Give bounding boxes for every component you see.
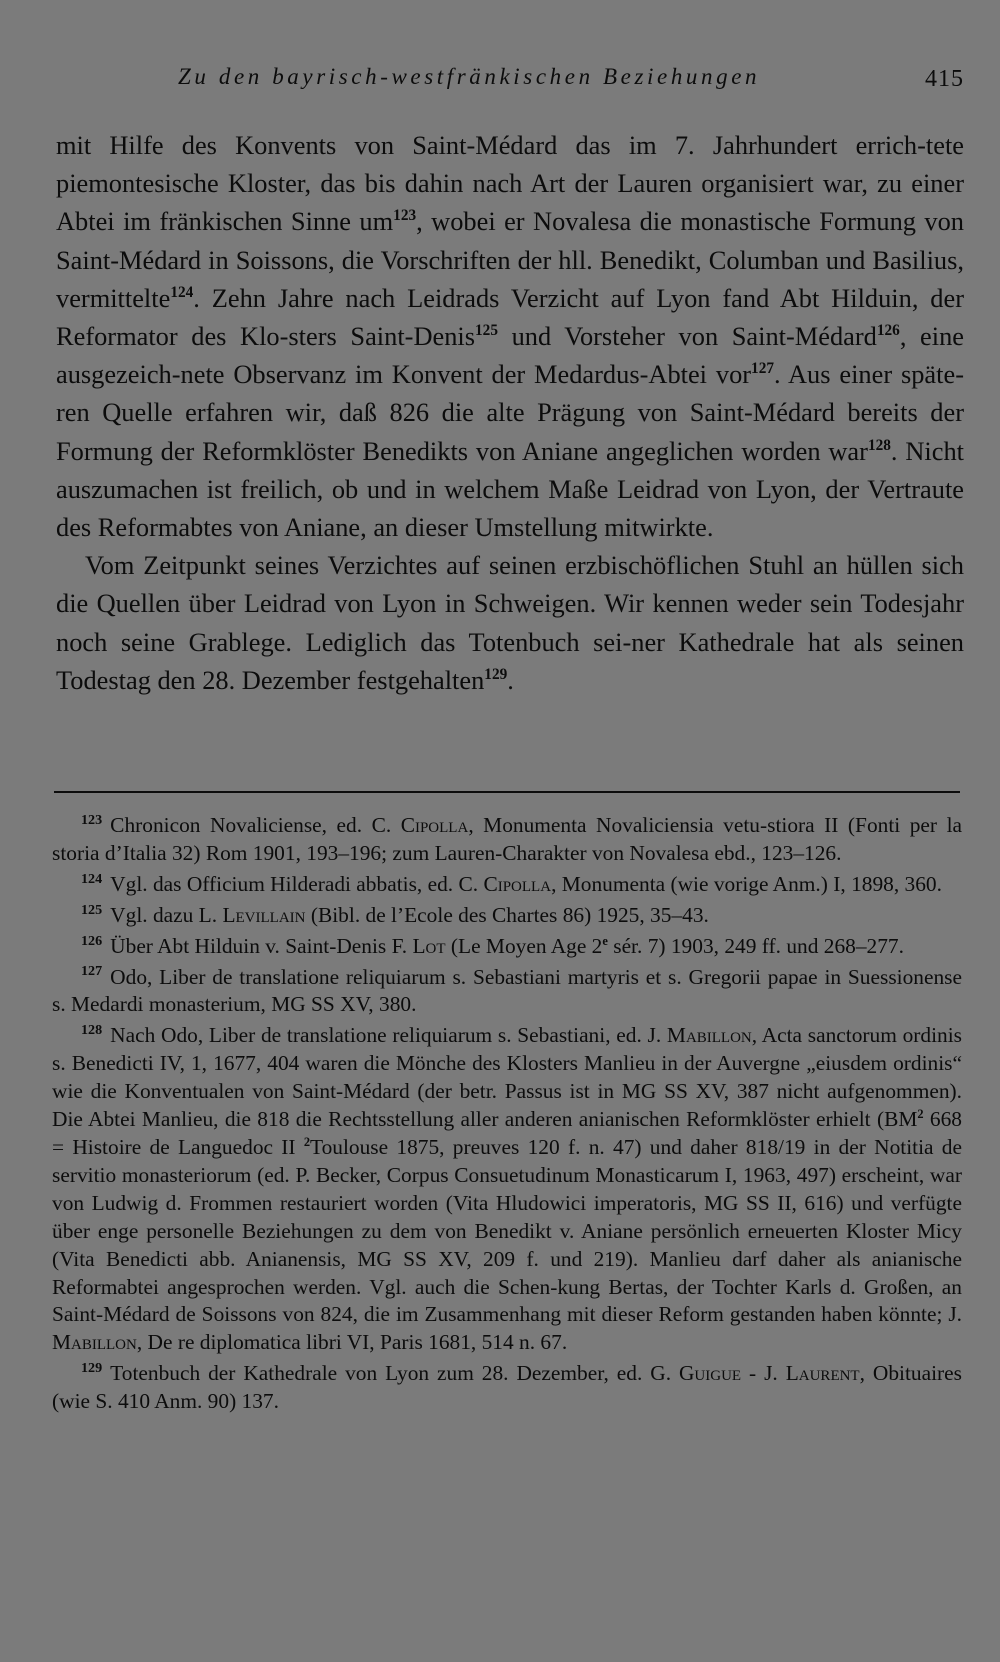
text-span: , Acta sanctorum ordinis s. Benedicti IV, 1, 1677, 404 waren die Mönche des Klosters Manlieu in der Auvergne „eiusdem ordinis“ wie die Konventualen von Saint-Médard (der betr. Passus ist in MG SS XV, 387 nicht aufgenommen). Die Abtei Manlieu, die 818 die Rechtsstellung aller anderen anianischen Reformklöster erhielt (BM bbox=[52, 1023, 962, 1132]
footnote-125 bbox=[52, 902, 962, 930]
page-number: 415 bbox=[925, 66, 964, 92]
text-span: Odo, Liber de translatione reliquiarum s. Sebastiani martyris et s. Gregorii papae in Suessionense s. Medardi monasterium, MG SS XV, 380. bbox=[52, 964, 962, 1017]
text-span: sér. 7) 1903, 249 ff. und 268–277. bbox=[607, 933, 904, 958]
text-span: . bbox=[507, 664, 514, 695]
text-span: Totenbuch der Kathedrale von Lyon zum 28. Dezember, ed. G. bbox=[110, 1361, 679, 1386]
paragraph-2 bbox=[56, 546, 964, 699]
text-span: (Le Moyen Age 2 bbox=[445, 933, 603, 958]
footnote-number: 125 bbox=[81, 901, 103, 918]
text-span: , wobei er Novalesa die monastische Formung von Saint-Médard in Soissons, die Vorschriften der hll. Benedikt, Columban und Basilius, vermittelte bbox=[56, 206, 965, 313]
text-span: , eine ausgezeich-nete Observanz im Konvent der Medardus-Abtei vor bbox=[56, 321, 964, 390]
author-name: Laurent bbox=[785, 1361, 860, 1386]
footnotes bbox=[52, 812, 962, 1419]
footnote-126 bbox=[52, 933, 962, 961]
superscript: 2 bbox=[917, 1106, 924, 1121]
footnote-number: 128 bbox=[81, 1022, 103, 1039]
footnote-ref-126: 126 bbox=[876, 322, 900, 340]
author-name: Guigue bbox=[678, 1361, 742, 1386]
text-span: , Monumenta Novaliciensia vetu-stiora II (Fonti per la storia d’Italia 32) Rom 1901, 193–196; zum Lauren-Charakter von Novalesa ebd., 123–126. bbox=[52, 813, 963, 865]
author-name: Lot bbox=[412, 933, 446, 958]
footnote-divider bbox=[54, 791, 960, 793]
text-span: . Nicht auszumachen ist freilich, ob und in welchem Maße Leidrad von Lyon, der Vertraute des Reformabtes von Aniane, an dieser Umstellung mitwirkte. bbox=[56, 435, 964, 543]
footnote-128 bbox=[52, 1022, 962, 1357]
text-span: - J. bbox=[741, 1361, 786, 1386]
text-span: und Vorsteher von Saint-Médard bbox=[497, 321, 877, 352]
footnote-number: 123 bbox=[81, 811, 103, 828]
footnote-number: 126 bbox=[81, 932, 103, 949]
author-name: Mabillon bbox=[666, 1023, 752, 1048]
author-name: Levillain bbox=[222, 902, 306, 927]
text-span: 668 = Histoire de Languedoc II bbox=[52, 1107, 962, 1159]
superscript: 2 bbox=[303, 1134, 311, 1149]
footnote-127 bbox=[52, 964, 962, 1020]
text-span: (Bibl. de l’Ecole des Chartes 86) 1925, 35–43. bbox=[305, 902, 709, 927]
text-span: , Obituaires (wie S. 410 Anm. 90) 137. bbox=[52, 1361, 962, 1414]
text-span: Chronicon Novaliciense, ed. C. bbox=[110, 813, 401, 837]
footnote-ref-124: 124 bbox=[170, 284, 194, 302]
footnote-124 bbox=[52, 871, 962, 899]
text-span: Toulouse 1875, preuves 120 f. n. 47) und daher 818/19 in der Notitia de servitio monasteriorum (ed. P. Becker, Corpus Consuetudinum Monasticarum I, 1963, 497) erscheint, war von Ludwig d. Frommen restauriert worden (Vita Hludowici imperatoris, MG SS II, 616) und verfügte über enge personelle Beziehungen zu dem von Benedikt v. Aniane persönlich erneuerten Kloster Micy (Vita Benedicti abb. Anianensis, MG SS XV, 209 f. und 219). Manlieu darf daher als anianische Reformabtei angesprochen werden. Vgl. auch die Schen-kung Bertas, der Tochter Karls d. Großen, an Saint-Médard de Soissons von 824, die im Zusammenhang mit dieser Reform gestanden haben könnte; J. bbox=[52, 1134, 962, 1327]
text-span: . Aus einer späte-ren Quelle erfahren wir, daß 826 die alte Prägung von Saint-Médard bereits der Formung der Reformklöster Benedikts von Aniane angeglichen worden war bbox=[56, 359, 964, 466]
text-span: . Zehn Jahre nach Leidrads Verzicht auf Lyon fand Abt Hilduin, der Reformator des Klo-sters Saint-Denis bbox=[56, 282, 964, 352]
text-span: Vgl. das Officium Hilderadi abbatis, ed. C. bbox=[110, 871, 484, 896]
footnote-ref-125: 125 bbox=[475, 322, 498, 340]
main-text bbox=[56, 126, 964, 699]
text-span: , Monumenta (wie vorige Anm.) I, 1898, 360. bbox=[551, 871, 942, 896]
footnote-ref-128: 128 bbox=[867, 436, 891, 454]
text-span: Vgl. dazu L. bbox=[110, 902, 223, 927]
footnote-number: 129 bbox=[81, 1360, 103, 1377]
footnote-ref-129: 129 bbox=[484, 666, 508, 684]
superscript: e bbox=[602, 933, 608, 948]
text-span: , De re diplomatica libri VI, Paris 1681, 514 n. 67. bbox=[136, 1330, 568, 1355]
author-name: Mabillon bbox=[52, 1330, 137, 1355]
text-span: mit Hilfe des Konvents von Saint-Médard das im 7. Jahrhundert errich-tete piemontesische Kloster, das bis dahin nach Art der Lauren organisiert war, zu einer Abtei im fränkischen Sinne um bbox=[56, 130, 964, 237]
author-name: Cipolla bbox=[400, 813, 469, 837]
text-span: Über Abt Hilduin v. Saint-Denis F. bbox=[110, 933, 413, 958]
author-name: Cipolla bbox=[483, 871, 552, 896]
paragraph-1 bbox=[56, 126, 964, 546]
footnote-129 bbox=[52, 1360, 962, 1416]
footnote-ref-127: 127 bbox=[751, 360, 774, 378]
running-title: Zu den bayrisch-westfränkischen Beziehungen bbox=[178, 64, 761, 89]
footnote-number: 127 bbox=[81, 963, 103, 980]
footnote-ref-123: 123 bbox=[393, 207, 417, 225]
text-span: Nach Odo, Liber de translatione reliquiarum s. Sebastiani, ed. J. bbox=[110, 1023, 667, 1048]
footnote-123 bbox=[52, 812, 962, 868]
text-span: Vom Zeitpunkt seines Verzichtes auf seinen erzbischöflichen Stuhl an hüllen sich die Quellen über Leidrad von Lyon in Schweigen. Wir kennen weder sein Todesjahr noch seine Grablege. Lediglich das Totenbuch sei-ner Kathedrale hat als seinen Todestag den 28. Dezember festgehalten bbox=[56, 550, 964, 695]
footnote-number: 124 bbox=[81, 870, 103, 887]
